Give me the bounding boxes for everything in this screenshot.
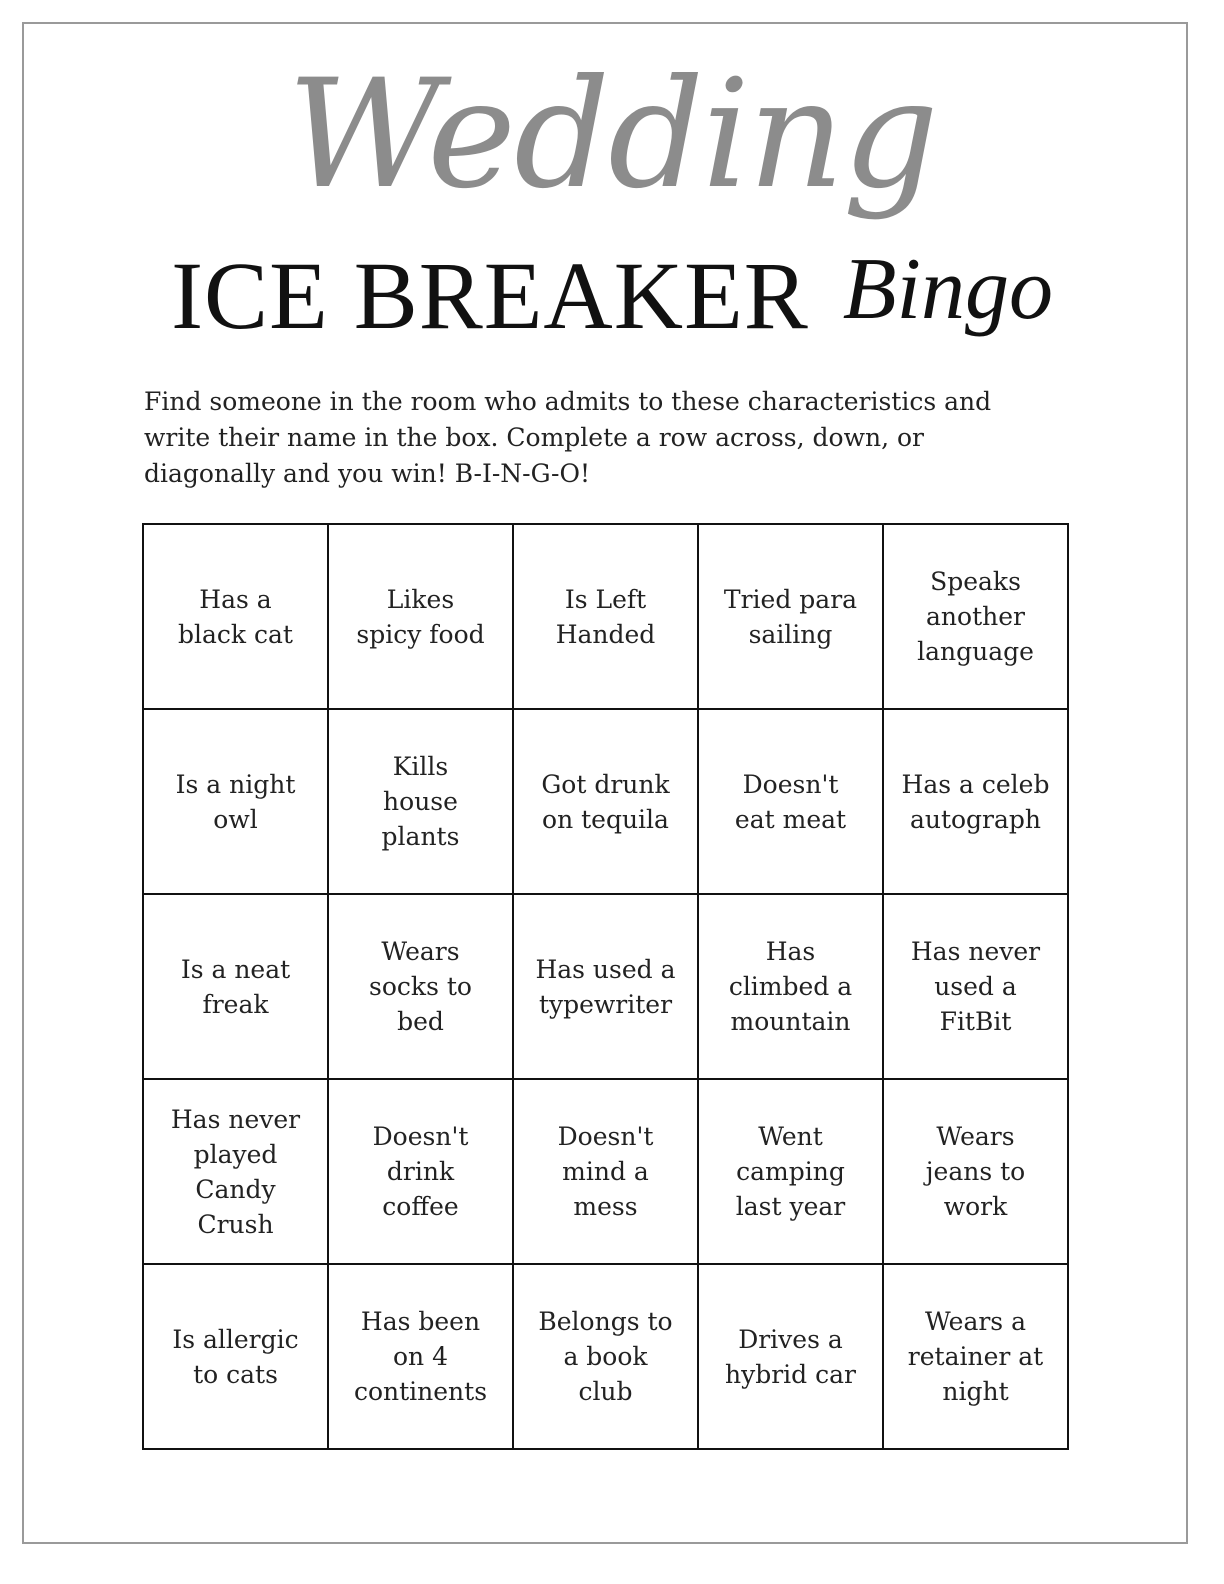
bingo-cell-label: Is a night owl (175, 769, 296, 834)
title-wedding: Wedding (287, 48, 937, 222)
bingo-cell-r4c2[interactable] (329, 1080, 514, 1265)
bingo-cell-label: Wears a retainer at night (907, 1307, 1044, 1406)
bingo-cell-r2c4[interactable] (699, 710, 884, 895)
bingo-cell-r3c5[interactable] (884, 895, 1069, 1080)
bingo-cell-r2c1[interactable] (144, 710, 329, 895)
bingo-cell-label: Likes spicy food (356, 584, 485, 649)
bingo-cell-r5c2[interactable] (329, 1265, 514, 1450)
bingo-cell-label: Speaks another language (917, 567, 1034, 666)
bingo-cell-r5c5[interactable] (884, 1265, 1069, 1450)
bingo-cell-r4c1[interactable] (144, 1080, 329, 1265)
bingo-cell-label: Kills house plants (381, 752, 460, 851)
bingo-cell-label: Has a celeb autograph (901, 769, 1050, 834)
bingo-cell-label: Went camping last year (735, 1122, 846, 1221)
bingo-cell-r5c1[interactable] (144, 1265, 329, 1450)
bingo-cell-r1c2[interactable] (329, 525, 514, 710)
bingo-cell-label: Drives a hybrid car (725, 1324, 856, 1389)
bingo-cell-label: Has climbed a mountain (728, 937, 853, 1036)
bingo-cell-label: Doesn't drink coffee (372, 1122, 469, 1221)
bingo-cell-label: Wears jeans to work (925, 1122, 1026, 1221)
bingo-cell-r1c1[interactable] (144, 525, 329, 710)
bingo-cell-label: Is Left Handed (555, 584, 656, 649)
bingo-cell-r4c5[interactable] (884, 1080, 1069, 1265)
bingo-cell-r5c3[interactable] (514, 1265, 699, 1450)
bingo-cell-r2c5[interactable] (884, 710, 1069, 895)
bingo-cell-r1c5[interactable] (884, 525, 1069, 710)
title-bingo: Bingo (842, 241, 1053, 338)
bingo-cell-r2c3[interactable] (514, 710, 699, 895)
title-ice-breaker: ICE BREAKER (171, 242, 809, 349)
bingo-cell-label: Is allergic to cats (172, 1324, 299, 1389)
title-line (0, 240, 1224, 351)
bingo-cell-label: Doesn't mind a mess (557, 1122, 654, 1221)
bingo-cell-label: Wears socks to bed (369, 937, 472, 1036)
bingo-cell-r3c1[interactable] (144, 895, 329, 1080)
bingo-cell-label: Belongs to a book club (538, 1307, 673, 1406)
bingo-grid (142, 523, 1069, 1450)
bingo-cell-label: Has never played Candy Crush (170, 1104, 301, 1239)
bingo-cell-label: Has been on 4 continents (353, 1307, 488, 1406)
bingo-cell-r3c3[interactable] (514, 895, 699, 1080)
bingo-cell-r3c2[interactable] (329, 895, 514, 1080)
bingo-cell-r4c4[interactable] (699, 1080, 884, 1265)
bingo-cell-label: Tried para sailing (723, 584, 858, 649)
bingo-cell-r4c3[interactable] (514, 1080, 699, 1265)
instructions-text: Find someone in the room who admits to these characteristics and write their name in the box. Complete a row across, down, or diagonally and you win! B-I-N-G-O! (144, 387, 992, 488)
bingo-cell-label: Has never used a FitBit (910, 937, 1041, 1036)
bingo-cell-label: Has used a typewriter (535, 954, 676, 1019)
bingo-cell-label: Got drunk on tequila (541, 769, 670, 834)
bingo-cell-r3c4[interactable] (699, 895, 884, 1080)
bingo-cell-r1c3[interactable] (514, 525, 699, 710)
bingo-cell-label: Is a neat freak (180, 954, 291, 1019)
bingo-cell-label: Doesn't eat meat (734, 769, 847, 834)
bingo-cell-r5c4[interactable] (699, 1265, 884, 1450)
bingo-cell-r1c4[interactable] (699, 525, 884, 710)
bingo-cell-label: Has a black cat (178, 584, 293, 649)
bingo-cell-r2c2[interactable] (329, 710, 514, 895)
